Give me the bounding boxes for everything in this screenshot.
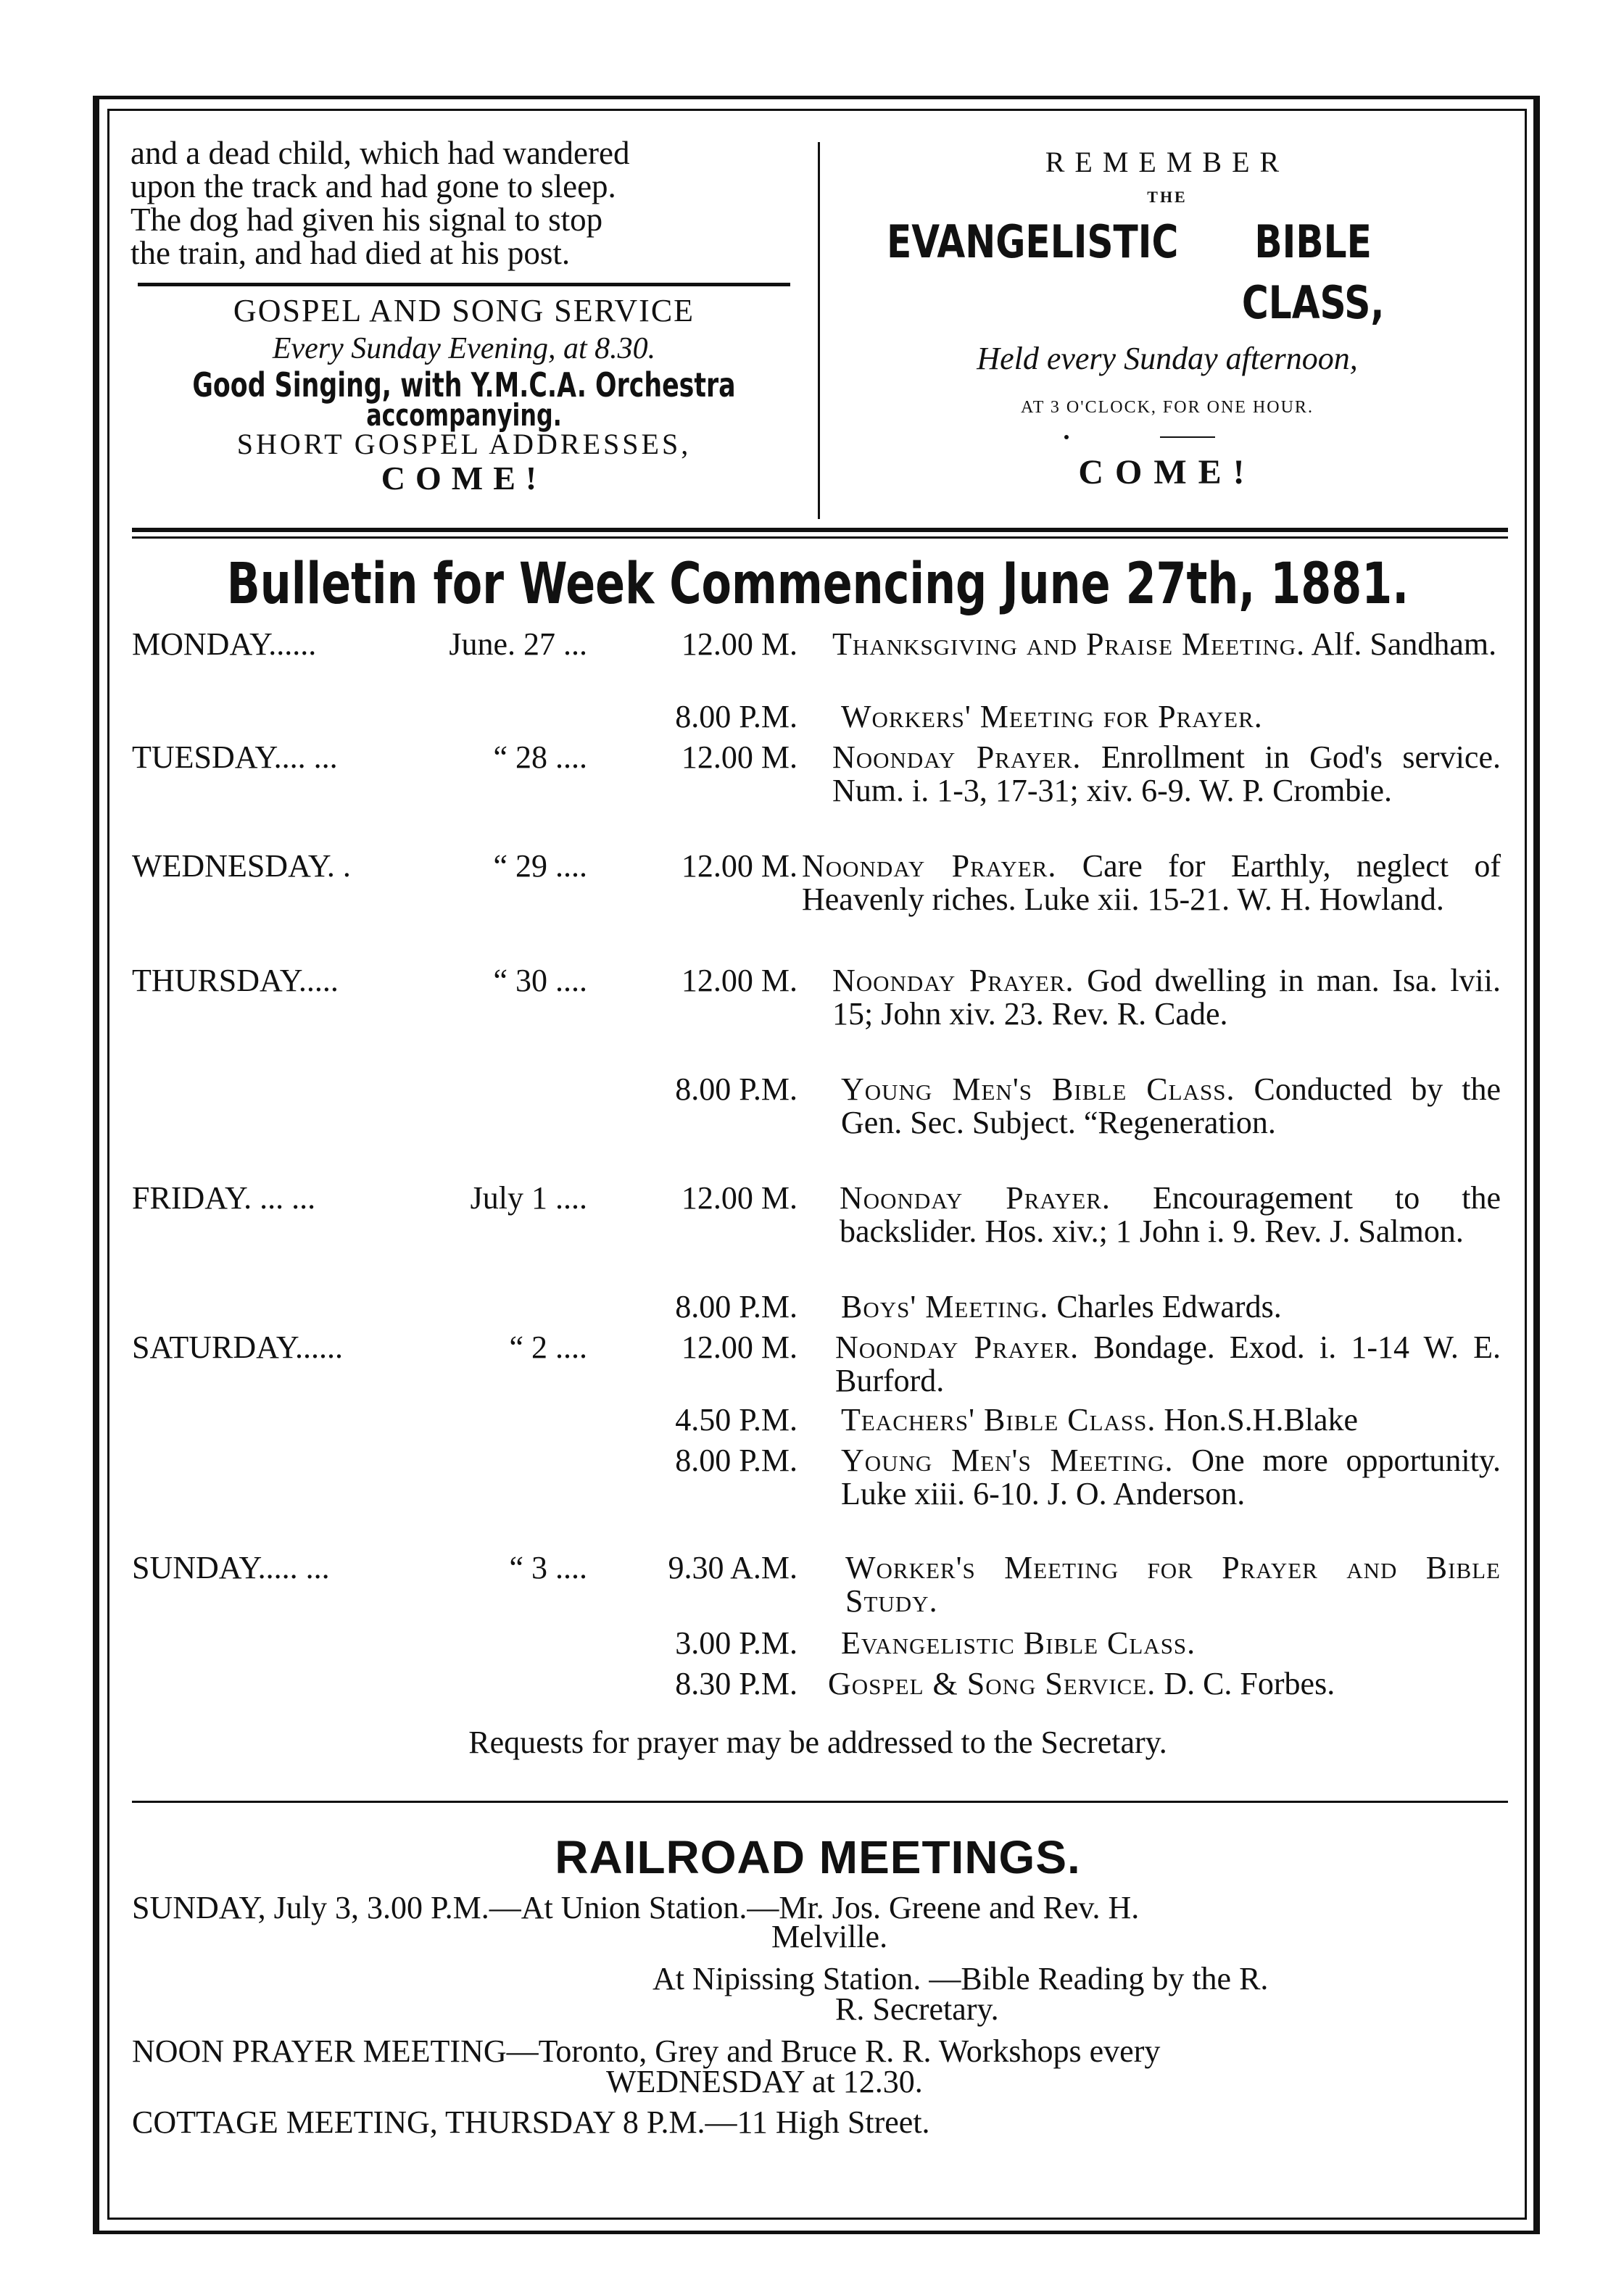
schedule-event-details: Conducted by the Gen. Sec. Subject. “Regeneration. <box>841 1071 1501 1140</box>
schedule-description <box>802 850 1501 916</box>
story-excerpt <box>130 136 798 270</box>
gospel-come: COME! <box>381 460 547 497</box>
schedule-day: TUESDAY.... ... <box>132 739 338 775</box>
schedule-event-title: Noonday Prayer. <box>832 739 1082 775</box>
schedule-event-title: Young Men's Meeting. <box>841 1443 1174 1478</box>
schedule-description <box>841 1073 1501 1140</box>
schedule-time: 8.00 P.M. <box>675 1443 798 1478</box>
schedule-day: THURSDAY..... <box>132 963 339 998</box>
schedule-description <box>845 1551 1501 1618</box>
schedule-description <box>841 1290 1501 1324</box>
schedule-event-details: Charles Edwards. <box>1056 1289 1282 1324</box>
schedule-time: 12.00 M. <box>681 848 798 884</box>
schedule-event-details: D. C. Forbes. <box>1164 1666 1335 1701</box>
gospel-heading: GOSPEL AND SONG SERVICE <box>233 293 695 328</box>
gospel-line-3: SHORT GOSPEL ADDRESSES, <box>236 428 692 460</box>
schedule-event-title: Noonday Prayer. <box>840 1180 1111 1216</box>
story-line: upon the track and had gone to sleep. <box>130 168 616 204</box>
schedule-day: MONDAY...... <box>132 626 317 662</box>
schedule-description <box>835 1331 1501 1398</box>
railroad-line: COTTAGE MEETING, THURSDAY 8 P.M.—11 High Street. <box>132 2104 930 2140</box>
schedule-event-details: Bondage. Exod. i. 1-14 W. E. Burford. <box>835 1330 1501 1398</box>
schedule-event-title: Gospel & Song Service. <box>828 1666 1156 1701</box>
railroad-line: R. Secretary. <box>835 1991 999 2027</box>
schedule-description <box>841 1444 1501 1511</box>
class-name <box>867 212 1467 333</box>
class-name-left: EVANGELISTIC <box>887 215 1179 268</box>
schedule-date: “ 30 .... <box>493 963 587 998</box>
schedule-event-title: Teachers' Bible Class. <box>841 1402 1156 1438</box>
schedule-event-details: One more opportunity. Luke xiii. 6-10. J. O. Anderson. <box>841 1443 1501 1511</box>
class-come: COME! <box>1078 453 1256 491</box>
gospel-schedule: Every Sunday Evening, at 8.30. <box>272 332 656 365</box>
schedule-event-details: Encouragement to the backslider. Hos. xiv.; 1 John i. 9. Rev. J. Salmon. <box>840 1180 1501 1249</box>
schedule-event-title: Thanksgiving and Praise Meeting. <box>832 626 1306 662</box>
schedule-event-details: Alf. Sandham. <box>1311 626 1497 662</box>
schedule-time: 8.00 P.M. <box>675 699 798 734</box>
schedule-day: SUNDAY..... ... <box>132 1550 330 1585</box>
schedule-time: 8.00 P.M. <box>675 1071 798 1107</box>
schedule-time: 9.30 A.M. <box>668 1550 798 1585</box>
story-rule <box>138 283 790 286</box>
schedule-description <box>832 628 1501 661</box>
schedule-event-title: Noonday Prayer. <box>835 1330 1080 1365</box>
railroad-line: At Nipissing Station. —Bible Reading by the R. <box>652 1961 1269 1996</box>
ornament-dot <box>1064 435 1069 439</box>
schedule-time: 12.00 M. <box>681 1180 798 1216</box>
railroad-title: RAILROAD MEETINGS. <box>555 1831 1081 1883</box>
section-rule-bottom <box>132 536 1508 539</box>
schedule-description <box>832 741 1501 808</box>
schedule-description <box>841 1403 1501 1437</box>
schedule-day: FRIDAY. ... ... <box>132 1180 316 1216</box>
schedule-event-title: Boys' Meeting. <box>841 1289 1049 1324</box>
schedule-event-details: Enrollment in God's service. Num. i. 1-3, 17-31; xiv. 6-9. W. P. Crombie. <box>832 739 1501 808</box>
schedule-description <box>832 964 1501 1031</box>
schedule-day: WEDNESDAY. . <box>132 848 351 884</box>
railroad-rule <box>132 1801 1508 1803</box>
schedule-description <box>841 1627 1501 1660</box>
railroad-line: SUNDAY, July 3, 3.00 P.M.—At Union Station.—Mr. Jos. Greene and Rev. H. <box>132 1890 1140 1925</box>
class-time: AT 3 O'CLOCK, FOR ONE HOUR. <box>1021 398 1314 417</box>
schedule-time: 12.00 M. <box>681 626 798 662</box>
schedule-date: “ 28 .... <box>493 739 587 775</box>
schedule-time: 8.30 P.M. <box>675 1666 798 1701</box>
gospel-line-1: Good Singing, with Y.M.C.A. Orchestra <box>192 365 736 405</box>
schedule-date: July 1 .... <box>470 1180 587 1216</box>
schedule-event-details: Care for Earthly, neglect of Heavenly riches. Luke xii. 15-21. W. H. Howland. <box>802 848 1501 917</box>
class-held: Held every Sunday afternoon, <box>977 341 1358 376</box>
the-label: THE <box>1147 188 1188 206</box>
schedule-event-details: Hon.S.H.Blake <box>1164 1402 1359 1438</box>
prayer-request-note: Requests for prayer may be addressed to the Secretary. <box>468 1725 1167 1760</box>
schedule-date: “ 3 .... <box>509 1550 587 1585</box>
schedule-description <box>841 700 1501 734</box>
bulletin-title: Bulletin for Week Commencing June 27th, 1881. <box>226 552 1409 617</box>
schedule-event-title: Workers' Meeting for Prayer. <box>841 699 1263 734</box>
gospel-line-2: accompanying. <box>366 397 562 433</box>
railroad-line: NOON PRAYER MEETING—Toronto, Grey and Bruce R. R. Workshops every <box>132 2033 1161 2069</box>
schedule-event-details: God dwelling in man. Isa. lvii. 15; John xiv. 23. Rev. R. Cade. <box>832 963 1501 1032</box>
schedule-event-title: Noonday Prayer. <box>802 848 1057 884</box>
schedule-event-title: Young Men's Bible Class. <box>841 1071 1235 1107</box>
schedule-date: “ 29 .... <box>493 848 587 884</box>
schedule-event-title: Noonday Prayer. <box>832 963 1074 998</box>
column-divider <box>818 142 820 519</box>
remember-heading: REMEMBER <box>1045 146 1290 178</box>
schedule-day: SATURDAY...... <box>132 1330 343 1365</box>
schedule-time: 4.50 P.M. <box>675 1402 798 1438</box>
schedule-time: 12.00 M. <box>681 739 798 775</box>
schedule-time: 12.00 M. <box>681 963 798 998</box>
section-rule-top <box>132 528 1508 532</box>
ornament-rule <box>1160 436 1215 438</box>
schedule-date: June. 27 ... <box>449 626 587 662</box>
story-line: and a dead child, which had wandered <box>130 135 630 171</box>
schedule-description <box>840 1182 1501 1248</box>
class-name-right: BIBLE CLASS, <box>1241 215 1385 329</box>
schedule-event-title: Worker's Meeting for Prayer and Bible Study. <box>845 1550 1501 1619</box>
schedule-date: “ 2 .... <box>509 1330 587 1365</box>
schedule-time: 8.00 P.M. <box>675 1289 798 1324</box>
story-line: The dog had given his signal to stop <box>130 202 603 238</box>
schedule-time: 3.00 P.M. <box>675 1625 798 1661</box>
story-line: the train, and had died at his post. <box>130 235 571 271</box>
schedule-event-title: Evangelistic Bible Class. <box>841 1625 1196 1661</box>
railroad-line: WEDNESDAY at 12.30. <box>606 2064 923 2099</box>
schedule-description <box>828 1667 1501 1701</box>
gospel-service-notice <box>130 291 798 496</box>
schedule-time: 12.00 M. <box>681 1330 798 1365</box>
railroad-line: Melville. <box>771 1919 888 1954</box>
evangelistic-class-notice <box>834 142 1501 502</box>
